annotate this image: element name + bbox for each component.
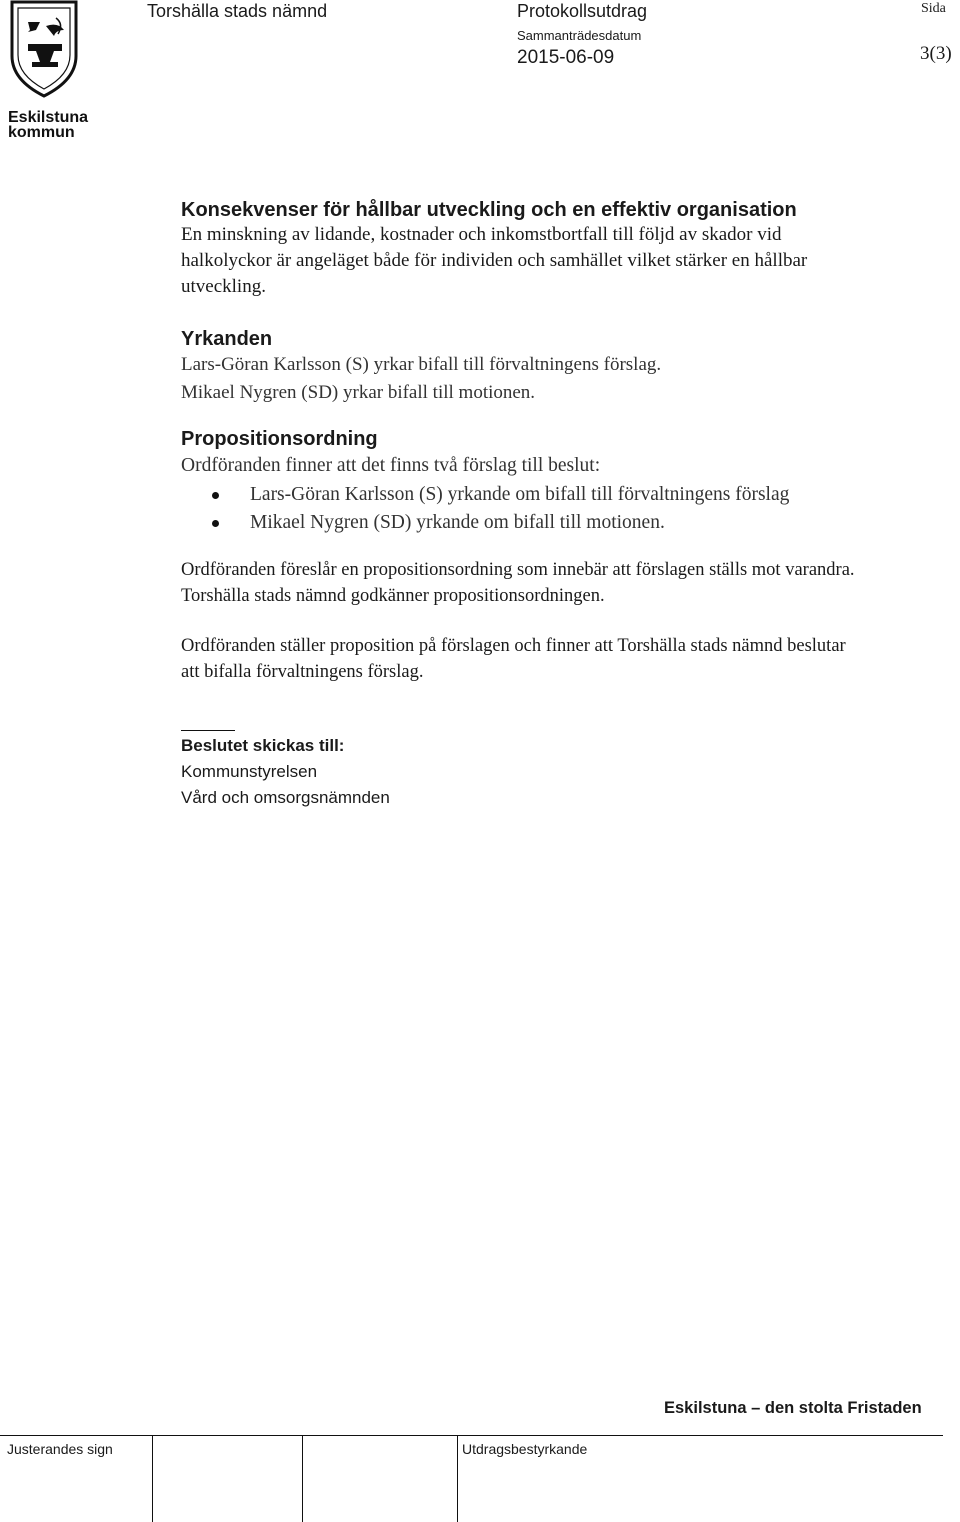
extract-certification-label: Utdragsbestyrkande [462, 1441, 588, 1457]
list-item [181, 481, 960, 509]
bullet-icon [212, 520, 219, 527]
coat-of-arms-icon [6, 0, 90, 140]
recipient-1: Kommunstyrelsen [181, 762, 318, 781]
meeting-date-label: Sammanträdesdatum [517, 28, 642, 43]
motions-heading: Yrkanden [181, 328, 273, 350]
organization-name: Torshälla stads nämnd [147, 1, 328, 21]
motion-line-2: Mikael Nygren (SD) yrkar bifall till motionen. [181, 382, 536, 403]
eskilstuna-kommun-logo [6, 0, 90, 140]
proposal-text: Mikael Nygren (SD) yrkande om bifall till motionen. [250, 512, 665, 533]
section-distribution [181, 730, 960, 811]
proposition-paragraph1-line-1: Ordföranden föreslår en propositionsordning som innebär att förslagen ställs mot varandra. [181, 560, 855, 580]
section-consequences [181, 198, 960, 300]
footer-motto: Eskilstuna – den stolta Fristaden [664, 1399, 922, 1417]
logo-text-line1: Eskilstuna [8, 109, 89, 126]
proposal-list [181, 481, 960, 537]
page-number: 3(3) [920, 43, 952, 64]
proposition-paragraph2-line-1: Ordföranden ställer proposition på förslagen och finner att Torshälla stads nämnd beslutar [181, 636, 846, 656]
motion-line-1: Lars-Göran Karlsson (S) yrkar bifall till förvaltningens förslag. [181, 354, 662, 375]
consequences-line-3: utveckling. [181, 276, 266, 297]
footer-divider [0, 1435, 943, 1436]
document-type: Protokollsutdrag [517, 1, 648, 21]
consequences-heading: Konsekvenser för hållbar utveckling och en effektiv organisation [181, 199, 797, 221]
page-label: Sida [921, 1, 946, 16]
section-motions [181, 327, 960, 407]
recipient-2: Vård och omsorgsnämnden [181, 788, 390, 807]
list-item [181, 509, 960, 537]
distribution-heading: Beslutet skickas till: [181, 736, 345, 755]
proposition-order-heading: Propositionsordning [181, 428, 378, 450]
signature-box-divider [302, 1436, 303, 1522]
consequences-line-2: halkolyckor är angeläget både för individen och samhället vilket stärker en hållbar [181, 250, 808, 271]
meeting-date: 2015-06-09 [517, 47, 615, 68]
adjusters-sign-label: Justerandes sign [7, 1441, 113, 1457]
proposal-text: Lars-Göran Karlsson (S) yrkande om bifall till förvaltningens förslag [250, 484, 790, 505]
distribution-divider [181, 730, 235, 731]
proposition-paragraph2-line-2: att bifalla förvaltningens förslag. [181, 662, 424, 682]
logo-text-line2: kommun [8, 124, 75, 140]
document-body [181, 198, 960, 811]
consequences-line-1: En minskning av lidande, kostnader och inkomstbortfall till följd av skador vid [181, 224, 782, 245]
signature-box-divider [457, 1436, 458, 1522]
section-proposition-order [181, 427, 960, 685]
bullet-icon [212, 492, 219, 499]
proposition-intro: Ordföranden finner att det finns två förslag till beslut: [181, 455, 601, 476]
signature-box-divider [152, 1436, 153, 1522]
proposition-paragraph1-line-2: Torshälla stads nämnd godkänner propositionsordningen. [181, 586, 605, 606]
